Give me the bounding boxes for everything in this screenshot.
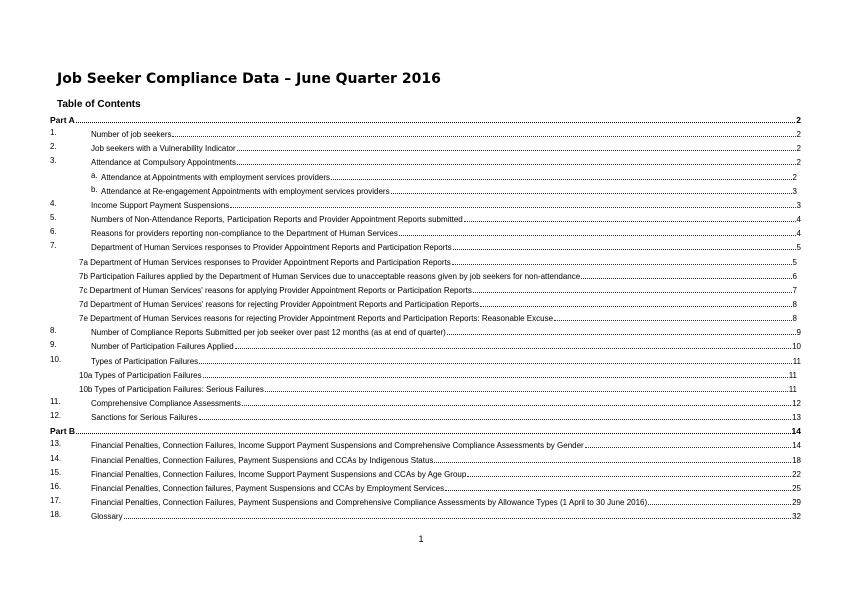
toc-page-number: 29 xyxy=(792,498,801,508)
toc-page-number: 14 xyxy=(791,426,801,437)
toc-entry-title: Part B xyxy=(50,426,76,437)
toc-page-number: 5 xyxy=(792,257,797,267)
toc-leader-dots xyxy=(581,268,791,279)
toc-page-number: 11 xyxy=(788,384,797,394)
toc-leader-dots xyxy=(467,466,791,477)
toc-page-number: 14 xyxy=(792,441,801,451)
toc-entry[interactable] xyxy=(0,494,842,508)
toc-entry-number: 2. xyxy=(50,142,57,152)
toc-leader-dots xyxy=(199,409,791,420)
toc-entry-number: b. xyxy=(91,184,98,194)
toc-entry-title: Financial Penalties, Connection Failures, Payment Suspensions and Comprehensive Compliance Assessments by Allowance Types (1 April to 30 June 2016) xyxy=(91,498,648,508)
toc-entry-title: Number of job seekers xyxy=(91,130,172,140)
toc-entry[interactable] xyxy=(0,225,842,239)
toc-entry[interactable] xyxy=(0,381,842,395)
toc-entry[interactable] xyxy=(0,409,842,423)
toc-entry-number: 17. xyxy=(50,496,62,506)
toc-entry-title: 10a Types of Participation Failures xyxy=(79,370,202,380)
toc-entry[interactable] xyxy=(0,296,842,310)
toc-leader-dots xyxy=(464,211,796,222)
toc-heading: Table of Contents xyxy=(57,99,141,110)
toc-entry[interactable] xyxy=(0,367,842,381)
toc-entry-title: 7c Department of Human Services' reasons for applying Provider Appointment Reports or Participation Reports xyxy=(79,285,472,295)
toc-entry-title: Income Support Payment Suspensions xyxy=(91,200,230,210)
toc-leader-dots xyxy=(172,126,795,137)
toc-page-number: 2 xyxy=(796,158,801,168)
toc-entry-title: Reasons for providers reporting non-compliance to the Department of Human Services xyxy=(91,229,398,239)
toc-entry[interactable] xyxy=(0,254,842,268)
toc-leader-dots xyxy=(480,296,792,307)
toc-entry-title: Numbers of Non-Attendance Reports, Participation Reports and Provider Appointment Reports submitted xyxy=(91,215,463,225)
toc-entry[interactable] xyxy=(0,126,842,140)
toc-page-number: 8 xyxy=(792,314,797,324)
toc-leader-dots xyxy=(447,324,796,335)
toc-page-number: 3 xyxy=(796,200,801,210)
toc-page-number: 9 xyxy=(796,328,801,338)
toc-leader-dots xyxy=(237,154,796,165)
toc-page-number: 25 xyxy=(792,483,801,493)
toc-entry[interactable] xyxy=(0,324,842,338)
toc-entry-number: 9. xyxy=(50,340,57,350)
toc-entry-number: 12. xyxy=(50,411,62,421)
toc-entry-title: Attendance at Re-engagement Appointments with employment services providers xyxy=(101,186,390,196)
toc-entry[interactable] xyxy=(0,452,842,466)
toc-entry[interactable] xyxy=(0,169,842,183)
toc-entry-title: Financial Penalties, Connection Failures, Income Support Payment Suspensions and CCAs by Age Group xyxy=(91,469,467,479)
toc-leader-dots xyxy=(199,353,792,364)
toc-page-number: 2 xyxy=(796,144,801,154)
toc-entry-title: 7d Department of Human Services' reasons for rejecting Provider Appointment Reports and Participation Reports xyxy=(79,299,479,309)
toc-page-number: 22 xyxy=(792,469,801,479)
toc-entry[interactable] xyxy=(0,466,842,480)
toc-entry-number: 16. xyxy=(50,481,62,491)
toc-entry[interactable] xyxy=(0,282,842,296)
toc-entry-number: 4. xyxy=(50,198,57,208)
toc-leader-dots xyxy=(237,140,796,151)
toc-entry[interactable] xyxy=(0,140,842,154)
toc-page-number: 13 xyxy=(792,413,801,423)
toc-entry-title: Types of Participation Failures xyxy=(91,356,199,366)
toc-page-number: 6 xyxy=(792,271,797,281)
toc-entry-number: 13. xyxy=(50,439,62,449)
toc-entry[interactable] xyxy=(0,183,842,197)
toc-entry-number: 3. xyxy=(50,156,57,166)
toc-leader-dots xyxy=(473,282,792,293)
toc-leader-dots xyxy=(124,508,792,519)
toc-entry[interactable] xyxy=(0,480,842,494)
toc-entry[interactable] xyxy=(0,268,842,282)
toc-entry-title: Part A xyxy=(50,115,75,125)
toc-page-number: 11 xyxy=(792,356,801,366)
toc-entry[interactable] xyxy=(0,154,842,168)
toc-entry-number: a. xyxy=(91,170,98,180)
toc-leader-dots xyxy=(203,367,788,378)
toc-leader-dots xyxy=(585,437,791,448)
toc-entry-title: Attendance at Compulsory Appointments xyxy=(91,158,236,168)
toc-entry-title: Financial Penalties, Connection Failures, Income Support Payment Suspensions and Comprehensive Compliance Assessments by Gender xyxy=(91,441,584,451)
toc-entry[interactable] xyxy=(0,395,842,409)
toc-entry-number: 8. xyxy=(50,326,57,336)
toc-entry-number: 6. xyxy=(50,227,57,237)
toc-entry[interactable] xyxy=(0,310,842,324)
toc-entry-number: 14. xyxy=(50,453,62,463)
toc-leader-dots xyxy=(331,169,792,180)
toc-page-number: 11 xyxy=(788,370,797,380)
toc-page-number: 7 xyxy=(792,285,797,295)
toc-entry-title: 10b Types of Participation Failures: Serious Failures xyxy=(79,384,264,394)
toc-leader-dots xyxy=(391,183,792,194)
toc-page-number: 3 xyxy=(792,186,797,196)
toc-entry-number: 5. xyxy=(50,213,57,223)
toc-entry-number: 7. xyxy=(50,241,57,251)
toc-page-number: 2 xyxy=(796,115,801,125)
toc-entry-title: 7e Department of Human Services reasons for rejecting Provider Appointment Reports and Participation Reports: Reasonable Excuse xyxy=(79,314,554,324)
toc-leader-dots xyxy=(554,310,792,321)
toc-entry-number: 15. xyxy=(50,467,62,477)
toc-entry-number: 11. xyxy=(50,397,61,406)
toc-entry-number: 1. xyxy=(50,128,57,138)
toc-page-number: 5 xyxy=(796,243,801,253)
toc-leader-dots xyxy=(265,381,788,392)
toc-entry[interactable] xyxy=(0,353,842,367)
page-number: 1 xyxy=(418,534,424,544)
document-title: Job Seeker Compliance Data – June Quarter 2016 xyxy=(57,71,441,87)
toc-entry-title: Financial Penalties, Connection Failures, Payment Suspensions and CCAs by Indigenous Status xyxy=(91,455,434,465)
toc-entry[interactable] xyxy=(0,338,842,352)
toc-entry[interactable] xyxy=(0,239,842,253)
toc-entry[interactable] xyxy=(0,211,842,225)
toc-leader-dots xyxy=(76,112,796,123)
toc-leader-dots xyxy=(453,239,796,250)
toc-entry-title: 7b Participation Failures applied by the Department of Human Services due to unacceptable reasons given by job seekers for non-attendance xyxy=(79,271,581,281)
toc-entry-title: 7a Department of Human Services responses to Provider Appointment Reports and Participation Reports xyxy=(79,257,451,267)
toc-entry[interactable] xyxy=(0,197,842,211)
toc-entry-title: Job seekers with a Vulnerability Indicator xyxy=(91,144,236,154)
toc-leader-dots xyxy=(434,452,791,463)
toc-page-number: 12 xyxy=(792,399,801,408)
toc-entry-title: Financial Penalties, Connection failures, Payment Suspensions and CCAs by Employment Services xyxy=(91,483,445,493)
toc-page-number: 32 xyxy=(792,512,801,522)
toc-leader-dots xyxy=(235,338,791,349)
toc-part-row[interactable] xyxy=(0,423,842,437)
toc-leader-dots xyxy=(648,494,791,505)
toc-entry-number: 10. xyxy=(50,354,62,364)
toc-entry-title: Glossary xyxy=(91,512,123,522)
toc-entry-title: Sanctions for Serious Failures xyxy=(91,413,198,423)
toc-entry-title: Attendance at Appointments with employment services providers xyxy=(101,172,331,182)
toc-entry-number: 18. xyxy=(50,510,62,520)
toc-leader-dots xyxy=(399,225,796,236)
toc-leader-dots xyxy=(242,395,791,406)
toc-entry-title: Comprehensive Compliance Assessments xyxy=(91,399,241,408)
toc-leader-dots xyxy=(76,423,790,434)
toc-entry-title: Number of Compliance Reports Submitted per job seeker over past 12 months (as at end of quarter) xyxy=(91,328,446,338)
toc-entry-title: Number of Participation Failures Applied xyxy=(91,342,234,352)
toc-entry[interactable] xyxy=(0,508,842,522)
toc-leader-dots xyxy=(230,197,795,208)
toc-page-number: 2 xyxy=(796,130,801,140)
toc-page-number: 18 xyxy=(792,455,801,465)
toc-page-number: 4 xyxy=(796,215,801,225)
toc-entry[interactable] xyxy=(0,437,842,451)
toc-page-number: 8 xyxy=(792,299,797,309)
toc-leader-dots xyxy=(445,480,791,491)
toc-entry-title: Department of Human Services responses to Provider Appointment Reports and Participation Reports xyxy=(91,243,452,253)
toc-part-row[interactable] xyxy=(0,112,842,126)
toc-leader-dots xyxy=(452,254,792,265)
toc-page-number: 10 xyxy=(792,342,801,352)
toc-page-number: 2 xyxy=(792,172,797,182)
toc-page-number: 4 xyxy=(796,229,801,239)
